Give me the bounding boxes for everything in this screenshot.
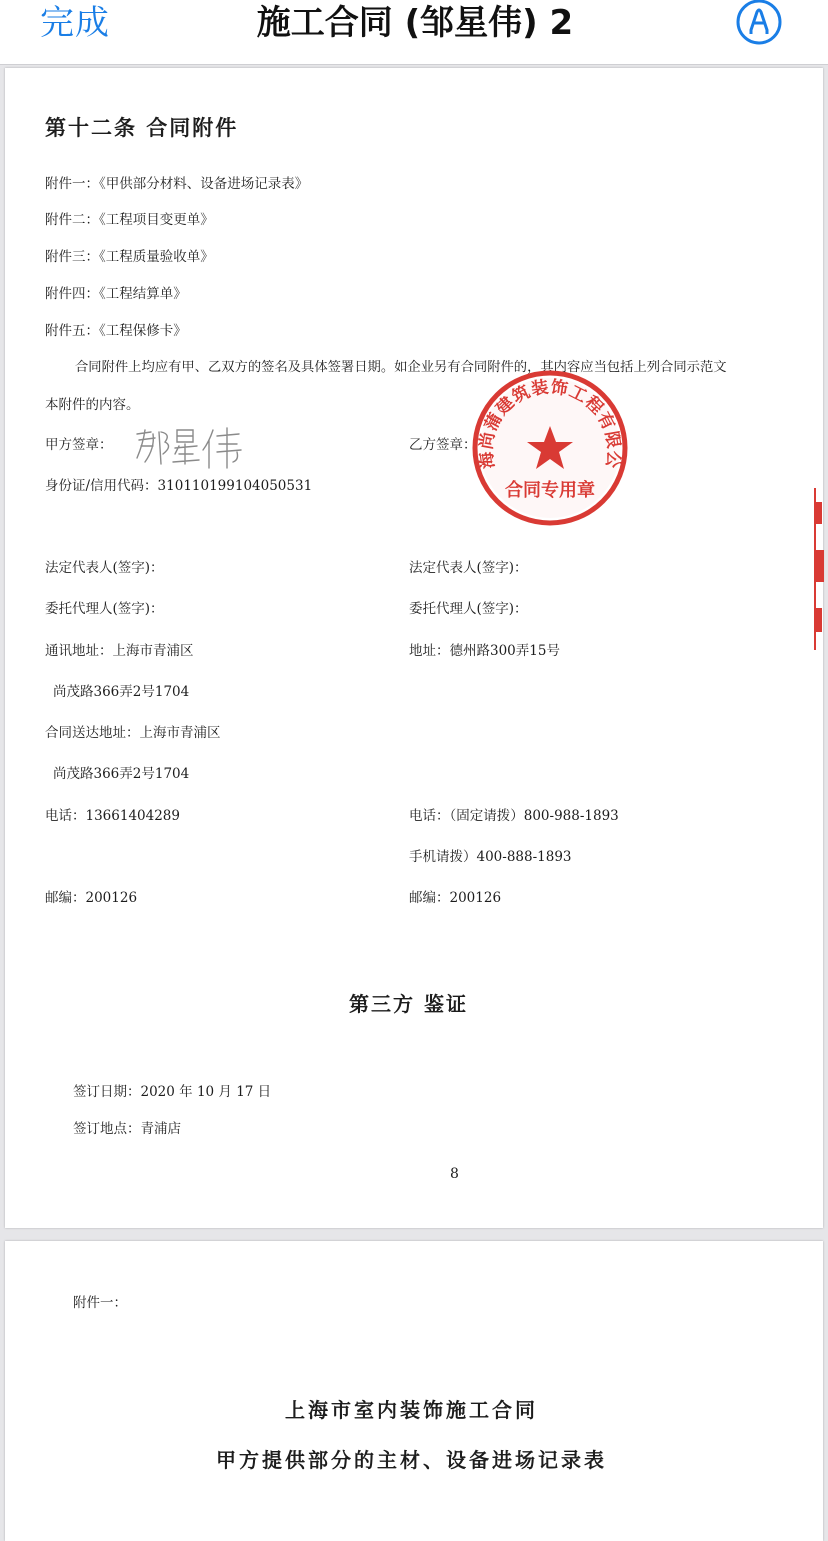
sign-place: 签订地点：青浦店 [73, 1121, 181, 1137]
document-title: 施工合同 (邹星伟) 2 [256, 3, 574, 43]
party-a-address-cont: 尚茂路366弄2号1704 [53, 684, 190, 700]
party-a-sign-label: 甲方签章： [45, 437, 113, 453]
third-party-title: 第三方 鉴证 [349, 992, 468, 1016]
party-b-legal-rep: 法定代表人(签字)： [409, 560, 528, 576]
attachment-paragraph: 合同附件上均应有甲、乙双方的签名及具体签署日期。如企业另有合同附件的，其内容应当包括上列合同示范文 [75, 360, 727, 375]
attachment-item: 附件四：《工程结算单》 [45, 286, 187, 302]
company-seal-stamp [470, 368, 630, 528]
party-b-sign-label: 乙方签章： [409, 437, 477, 453]
form-title: 上海市室内装饰施工合同 [285, 1398, 538, 1422]
page-number: 8 [450, 1166, 459, 1182]
handwritten-signature [131, 424, 251, 474]
party-a-delivery-address-cont: 尚茂路366弄2号1704 [53, 766, 190, 782]
form-subtitle: 甲方提供部分的主材、设备进场记录表 [216, 1448, 607, 1472]
party-b-agent: 委托代理人(签字)： [409, 601, 528, 617]
party-b-phone: 电话：（固定请拨）800-988-1893 [409, 808, 619, 824]
party-b-postcode: 邮编：200126 [409, 890, 502, 906]
markup-pen-icon[interactable] [735, 0, 783, 46]
attachment-item: 附件一：《甲供部分材料、设备进场记录表》 [45, 176, 309, 192]
sign-date: 签订日期：2020 年 10 月 17 日 [73, 1084, 272, 1100]
party-a-address: 通讯地址：上海市青浦区 [45, 643, 194, 659]
party-a-id-code: 身份证/信用代码：310110199104050531 [45, 478, 313, 494]
document-page-9 [5, 1241, 823, 1541]
done-button[interactable]: 完成 [40, 3, 110, 43]
attachment-item: 附件五：《工程保修卡》 [45, 323, 187, 339]
attachment-paragraph-end: 本附件的内容。 [45, 397, 140, 413]
svg-text:上海尚蒲建筑装饰工程有限公司: 海尚蒲建筑装饰工程有限公 [476, 377, 624, 471]
party-a-phone: 电话：13661404289 [45, 808, 180, 824]
party-a-agent: 委托代理人(签字)： [45, 601, 164, 617]
attachment-item: 附件三：《工程质量验收单》 [45, 249, 214, 265]
party-b-mobile: 手机请拨）400-888-1893 [409, 849, 572, 865]
party-b-address: 地址：德州路300弄15号 [409, 643, 560, 659]
section-title: 第十二条 合同附件 [45, 115, 239, 140]
party-a-legal-rep: 法定代表人(签字)： [45, 560, 164, 576]
attachment-item: 附件二：《工程项目变更单》 [45, 212, 214, 228]
document-page-8 [5, 68, 823, 1228]
party-a-postcode: 邮编：200126 [45, 890, 138, 906]
party-a-delivery-address: 合同送达地址：上海市青浦区 [45, 725, 221, 741]
navigation-bar [0, 0, 828, 65]
svg-text:合同专用章: 合同专用章 [505, 480, 595, 501]
seal-edge-mark [814, 488, 825, 650]
attachment-label: 附件一： [73, 1295, 127, 1311]
